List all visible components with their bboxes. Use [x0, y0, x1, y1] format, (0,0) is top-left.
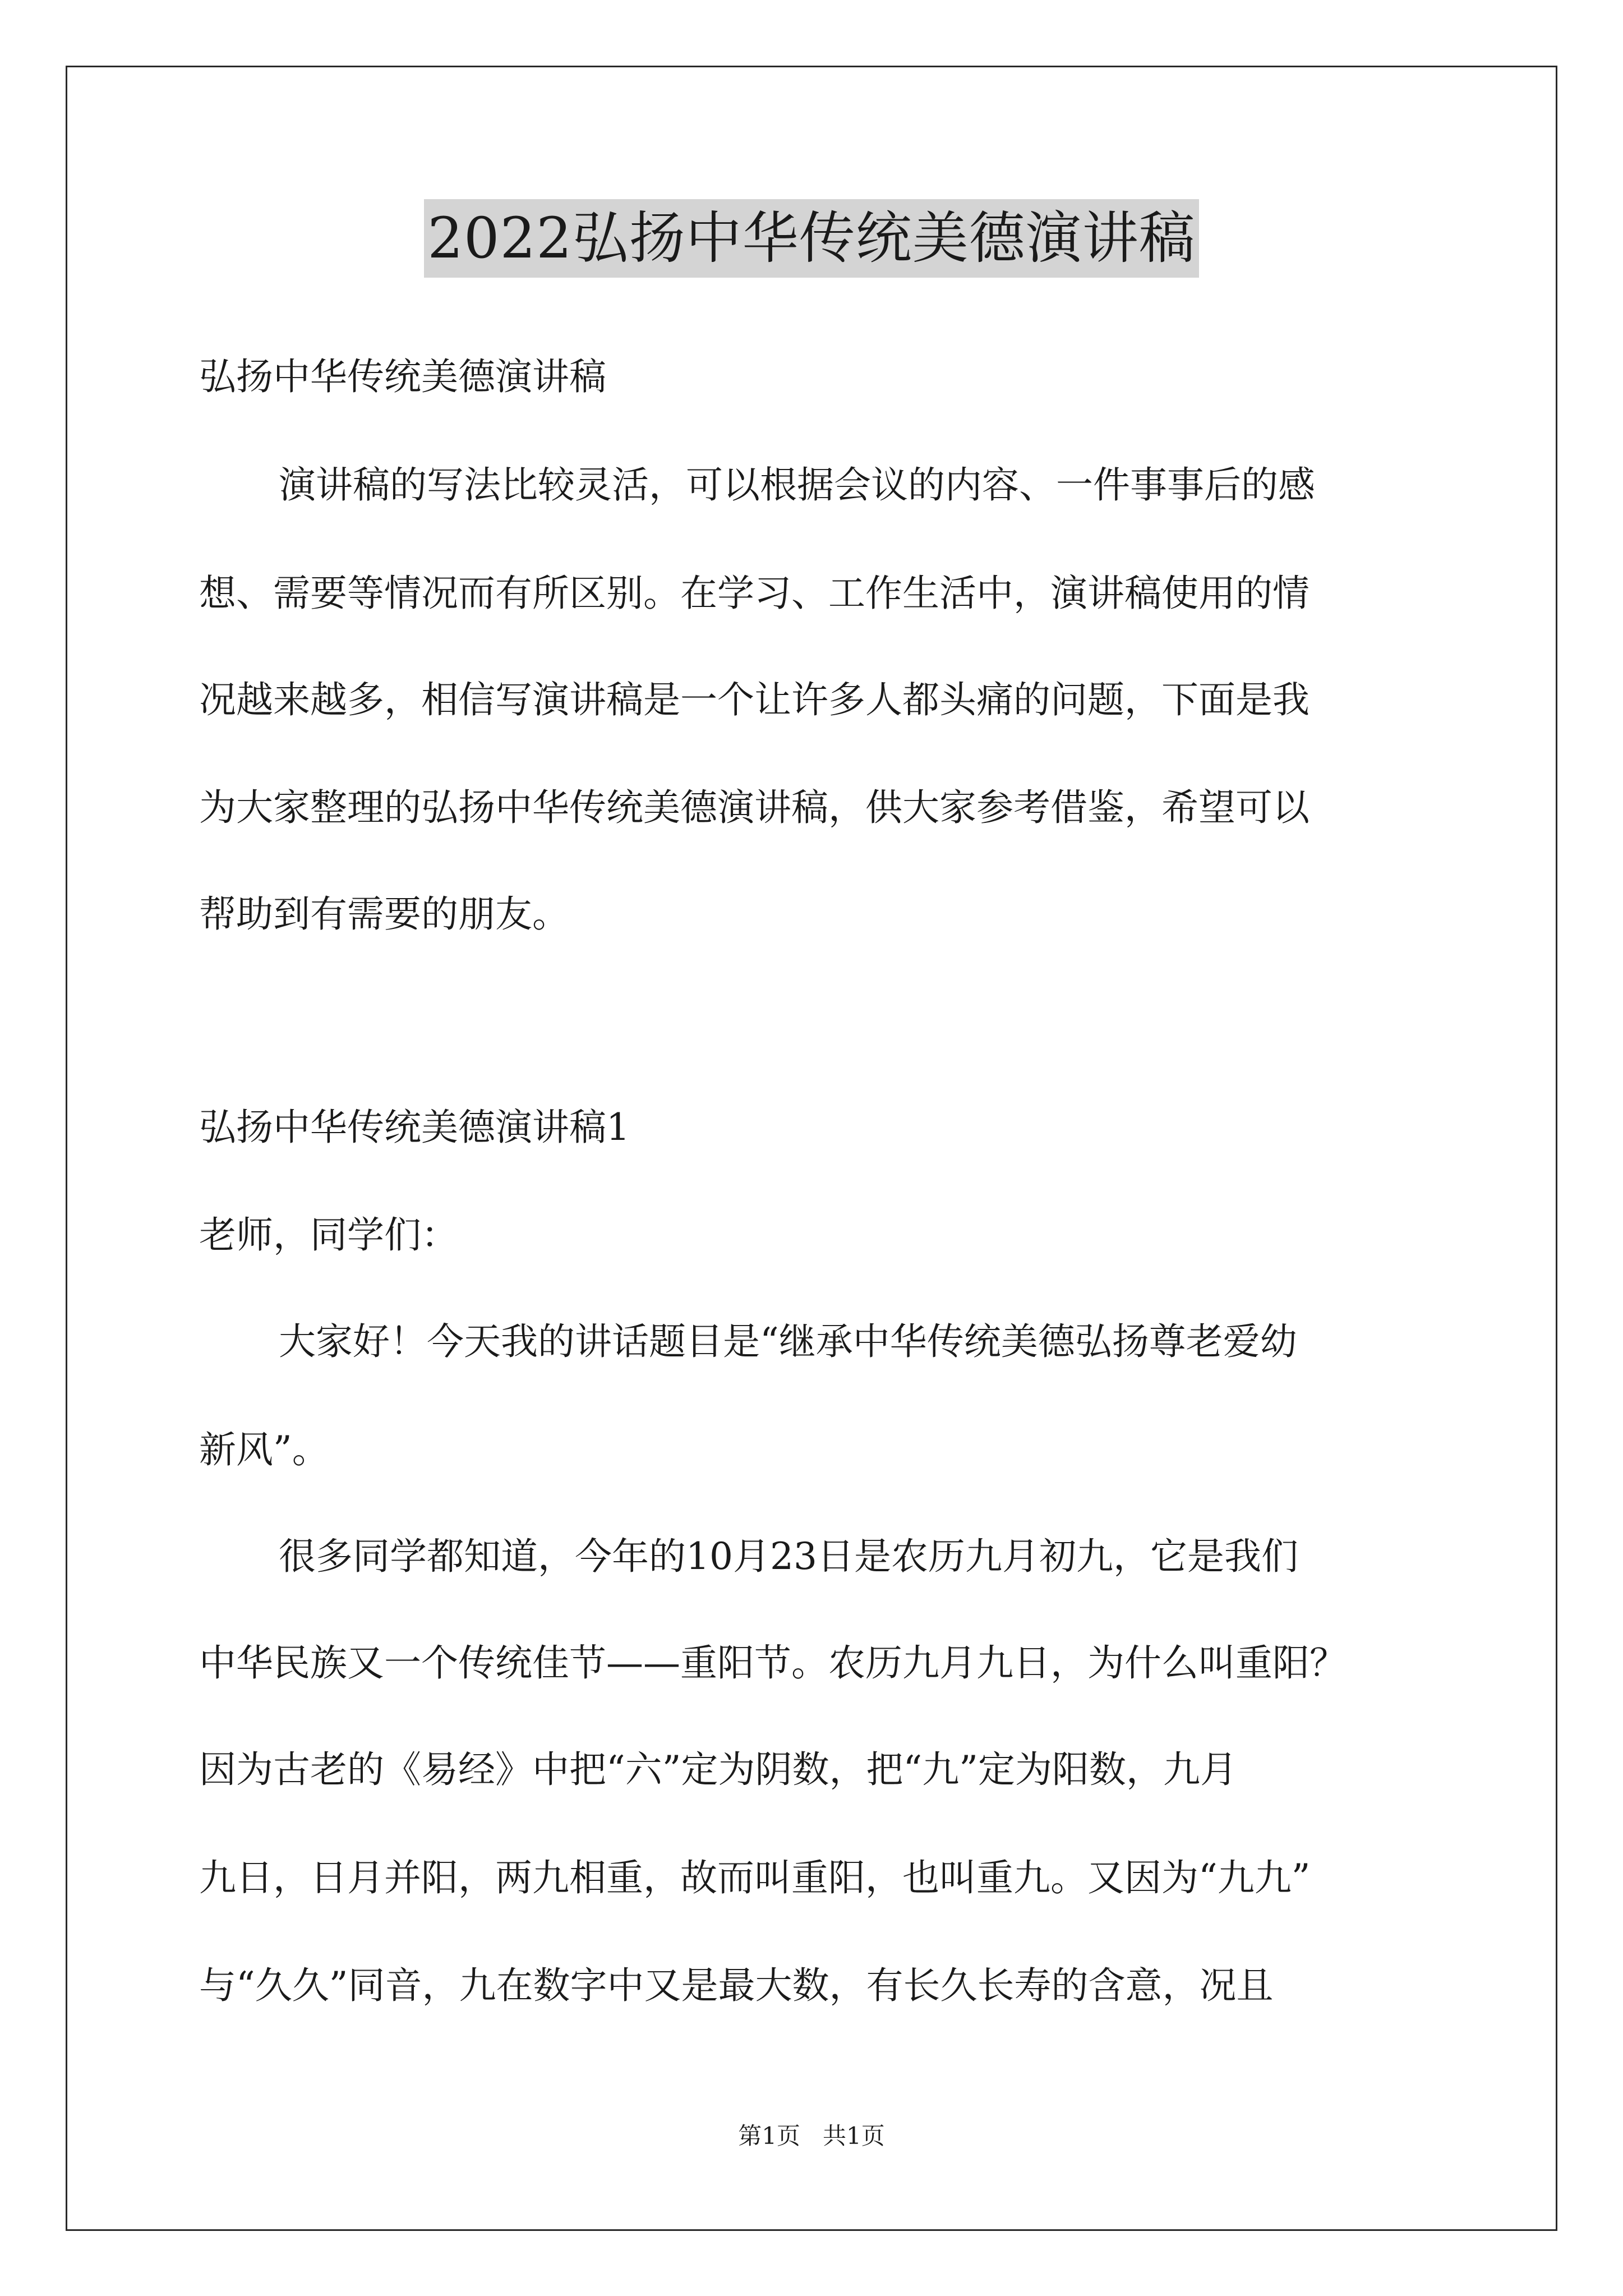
paragraph-line: 演讲稿的写法比较灵活，可以根据会议的内容、一件事事后的感 — [279, 463, 1315, 507]
page-total: 共1页 — [823, 2122, 885, 2150]
paragraph-line: 新风”。 — [199, 1428, 329, 1471]
title-wrap — [0, 199, 1623, 278]
paragraph-line: 况越来越多，相信写演讲稿是一个让许多人都头痛的问题，下面是我 — [199, 678, 1310, 721]
salutation-line: 老师，同学们： — [199, 1213, 458, 1257]
paragraph-line: 为大家整理的弘扬中华传统美德演讲稿，供大家参考借鉴，希望可以 — [199, 786, 1310, 829]
paragraph-line: 与“久久”同音，九在数字中又是最大数，有长久长寿的含意，况且 — [199, 1964, 1274, 2007]
paragraph-line: 很多同学都知道，今年的10月23日是农历九月初九，它是我们 — [279, 1535, 1298, 1578]
paragraph-line: 想、需要等情况而有所区别。在学习、工作生活中，演讲稿使用的情 — [199, 572, 1310, 615]
subtitle-line: 弘扬中华传统美德演讲稿 — [199, 355, 606, 398]
document-title: 2022弘扬中华传统美德演讲稿 — [424, 199, 1199, 278]
paragraph-line: 九日，日月并阳，两九相重，故而叫重阳，也叫重九。又因为“九九” — [199, 1856, 1311, 1899]
page-footer — [0, 2119, 1623, 2153]
paragraph-line: 大家好！今天我的讲话题目是“继承中华传统美德弘扬尊老爱幼 — [279, 1320, 1297, 1363]
page-number: 第1页 — [738, 2122, 800, 2150]
paragraph-line: 中华民族又一个传统佳节——重阳节。农历九月九日，为什么叫重阳？ — [199, 1641, 1347, 1685]
paragraph-line: 因为古老的《易经》中把“六”定为阴数，把“九”定为阳数，九月 — [199, 1748, 1237, 1791]
paragraph-line: 帮助到有需要的朋友。 — [199, 892, 569, 936]
section-heading: 弘扬中华传统美德演讲稿1 — [199, 1106, 630, 1149]
